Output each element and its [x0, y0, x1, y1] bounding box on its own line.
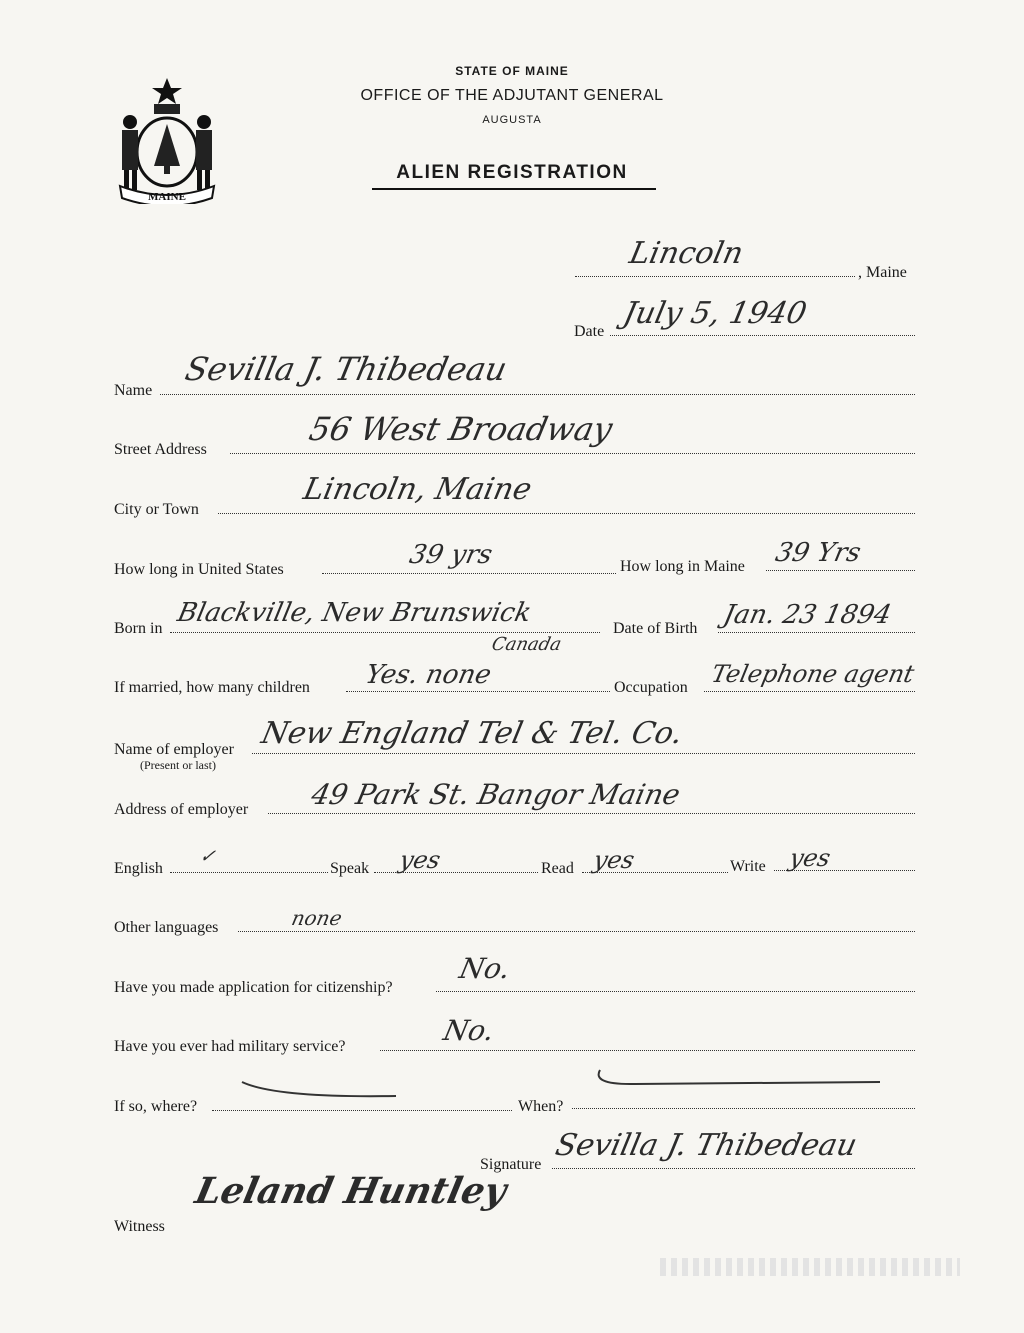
seal-label: MAINE	[148, 191, 186, 203]
employer-line	[252, 753, 915, 754]
citizenship-value: No.	[456, 952, 514, 985]
name-label: Name	[114, 382, 153, 399]
military-value: No.	[440, 1014, 498, 1047]
signature-label: Signature	[480, 1156, 542, 1173]
date-line	[610, 335, 915, 336]
dob-label: Date of Birth	[613, 620, 698, 637]
us-time-value: 39 yrs	[406, 540, 496, 570]
city-heading: AUGUSTA	[482, 114, 542, 126]
where-line	[212, 1110, 512, 1111]
street-label: Street Address	[114, 441, 207, 458]
occupation-value: Telephone agent	[709, 660, 917, 688]
office-heading: OFFICE OF THE ADJUTANT GENERAL	[360, 87, 664, 104]
employer-address-value: 49 Park St. Bangor Maine	[308, 778, 684, 811]
citizenship-label: Have you made application for citizenship?	[114, 979, 393, 996]
witness-signature: Leland Huntley	[191, 1170, 511, 1212]
street-line	[230, 453, 915, 454]
where-label: If so, where?	[114, 1098, 198, 1115]
other-languages-line	[238, 931, 915, 932]
english-label: English	[114, 860, 163, 877]
us-time-line	[322, 573, 616, 574]
name-value: Sevilla J. Thibedeau	[181, 350, 511, 388]
other-languages-label: Other languages	[114, 919, 219, 936]
title-underline	[372, 188, 656, 190]
born-country-value: Canada	[489, 634, 564, 655]
state-heading: STATE OF MAINE	[455, 64, 569, 78]
maine-time-value: 39 Yrs	[772, 538, 864, 568]
born-value: Blackville, New Brunswick	[174, 598, 534, 628]
employer-address-line	[268, 813, 915, 814]
signature-value: Sevilla J. Thibedeau	[552, 1128, 861, 1163]
children-label: If married, how many children	[114, 679, 310, 696]
name-line	[160, 394, 915, 395]
us-time-label: How long in United States	[114, 561, 284, 578]
dob-value: Jan. 23 1894	[720, 600, 894, 630]
signature-line	[552, 1168, 915, 1169]
form-title: ALIEN REGISTRATION	[396, 162, 628, 183]
citizenship-line	[436, 991, 915, 992]
maine-time-label: How long in Maine	[620, 558, 745, 575]
occupation-label: Occupation	[614, 679, 688, 696]
when-line	[572, 1108, 915, 1109]
born-label: Born in	[114, 620, 163, 637]
location-line	[575, 276, 855, 277]
dob-line	[718, 632, 915, 633]
maine-time-line	[766, 570, 915, 571]
location-value: Lincoln	[626, 236, 747, 271]
street-value: 56 West Broadway	[305, 410, 616, 448]
military-label: Have you ever had military service?	[114, 1038, 346, 1055]
city-value: Lincoln, Maine	[300, 472, 535, 507]
military-line	[380, 1050, 915, 1051]
other-languages-value: none	[289, 906, 345, 930]
english-value: ✓	[197, 846, 218, 867]
write-label: Write	[730, 858, 766, 875]
born-line	[170, 632, 600, 633]
write-value: yes	[787, 844, 834, 872]
children-value: Yes. none	[362, 660, 494, 690]
witness-label: Witness	[114, 1218, 165, 1235]
faint-stamp	[660, 1258, 960, 1276]
read-label: Read	[541, 860, 574, 877]
employer-label: Name of employer	[114, 741, 234, 758]
where-dash-mark	[236, 1076, 404, 1102]
date-value: July 5, 1940	[620, 296, 810, 331]
when-label: When?	[518, 1098, 564, 1115]
speak-value: yes	[397, 846, 444, 874]
english-line	[170, 872, 328, 873]
date-label: Date	[574, 323, 605, 340]
employer-value: New England Tel & Tel. Co.	[258, 716, 686, 751]
city-line	[218, 513, 915, 514]
read-value: yes	[591, 846, 638, 874]
speak-label: Speak	[330, 860, 370, 877]
city-label: City or Town	[114, 501, 199, 518]
employer-sublabel: (Present or last)	[140, 758, 216, 772]
maine-label: , Maine	[858, 264, 907, 281]
employer-address-label: Address of employer	[114, 801, 249, 818]
when-dash-mark	[590, 1066, 890, 1092]
children-line	[346, 691, 610, 692]
occupation-line	[704, 691, 915, 692]
